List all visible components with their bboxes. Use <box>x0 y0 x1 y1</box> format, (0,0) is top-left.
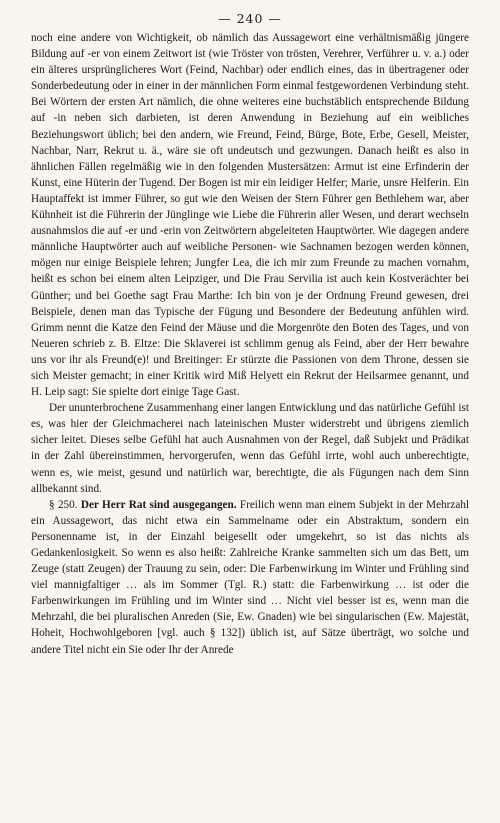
paragraph-1: noch eine andere von Wichtigkeit, ob nämlich das Aussagewort eine verhältnismäßig jüngere Bildung auf -er von einem Zeitwort ist (wie Tröster von trösten, Verehrer, Verführer u. v. a.) oder ein älteres ursprünglicheres Wort (Feind, Nachbar) oder endlich eines, das in übertragener oder Sonderbedeutung oder in einer in der männlichen Form einmal festgewordenen Verbindung steht. Bei Wörtern der ersten Art nämlich, die ohne weiteres eine buchstäblich entsprechende Bildung auf -in neben sich darbieten, ist deren Anwendung in Beziehung auf ein weibliches Beziehungswort üblich; bei den andern, wie Freund, Feind, Bürge, Bote, Erbe, Gesell, Meister, Nachbar, Narr, Rekrut u. ä., wäre sie oft undeutsch und gezwungen. Danach heißt es also in ähnlichen Fällen regelmäßig wie in den folgenden Mustersätzen: Armut ist eine Erfinderin der Kunst, eine Hüterin der Tugend. Der Bogen ist mir ein leidiger Helfer; Marie, unsre Helferin. Ein Hauptaffekt ist immer Führer, so gut wie den Weisen der Stern Führer gen Bethlehem war, aber Kühnheit ist die Führerin der Jünglinge wie Liebe die Führerin aller Wesen, und derart wechseln ausnahmslos die auf -er und -erin von Zeitwörtern abgeleiteten Hauptwörter. Wie dagegen andere männliche Hauptwörter auch auf weibliche Personen- wie Sachnamen bezogen werden können, mögen nur einige Beispiele lehren; Jungfer Lea, die ich mir zum Freunde zu machen vornahm, heißt es schon bei einem alten Leipziger, und Die Frau Servilia ist auch kein Kostverächter bei Günther; und bei Goethe sagt Frau Marthe: Ich bin von je der Ordnung Freund gewesen, drei Beispiele, denen man das Typische der Fügung und Besondere der Bedeutung anfühlen wird. Grimm nennt die Katze den Feind der Mäuse und die Morgenröte den Boten des Tages, und von Neueren schrieb z. B. Eltze: Die Sklaverei ist schlimm genug als Feind, aber der Herr bewahre uns vor ihr als Freund(e)! und Breitinger: Er stürzte die Passionen von dem Throne, dessen sie sich Meister gemacht; in einer Kritik wird Miß Helyett ein Rekrut der Heilsarmee genannt, und H. Leip sagt: Sie spielte dort einige Tage Gast. <box>31 32 469 399</box>
section-number: § 250. <box>49 498 78 511</box>
section-250 <box>31 497 469 658</box>
page-number: — 240 — <box>218 11 282 26</box>
section-text: Freilich wenn man einem Subjekt in der Mehrzahl ein Aussagewort, das nicht etwa ein Sammelname oder ein Abstraktum, sondern ein Personenname ist, in der Einzahl beigesellt oder umgekehrt, so ist das nichts als Gedankenlosigkeit. So wenn es also heißt: Zahlreiche Kranke sammelten sich um das Bett, um Zeuge (statt Zeugen) der Trauung zu sein, oder: Die Farbenwirkung im Winter und Frühling sind viel mannigfaltiger … als im Sommer (Tgl. R.) statt: die Farbenwirkung … ist oder die Farbenwirkungen im Frühling und im Winter sind … Nicht viel besser ist es, wenn man die Mehrzahl, die bei pluralischen Anreden (Sie, Ew. Gnaden) wie bei singularischen (Ew. Majestät, Hoheit, Hochwohlgeboren [vgl. auch § 132]) üblich ist, auf Sätze überträgt, wo solche und andere Titel nicht ein Sie oder Ihr der Anrede <box>31 498 470 656</box>
section-heading: Der Herr Rat sind ausgegangen. <box>80 498 237 511</box>
body-text <box>31 30 469 658</box>
paragraph-2: Der ununterbrochene Zusammenhang einer langen Entwicklung und das natürliche Gefühl ist es, was hier der Gleichmacherei nach lateinischen Muster widerstrebt und übrigens ziemlich sicher leitet. Dieses selbe Gefühl hat auch Ausnahmen von der Regel, daß Subjekt und Prädikat in der Zahl übereinstimmen, hervorgerufen, wenn das Gefühl irrte, wohl auch unberechtigte, wenn es, wie meist, gesund und natürlich war, berechtigte, die als Fügungen nach dem Sinn allbekannt sind. <box>31 402 469 495</box>
